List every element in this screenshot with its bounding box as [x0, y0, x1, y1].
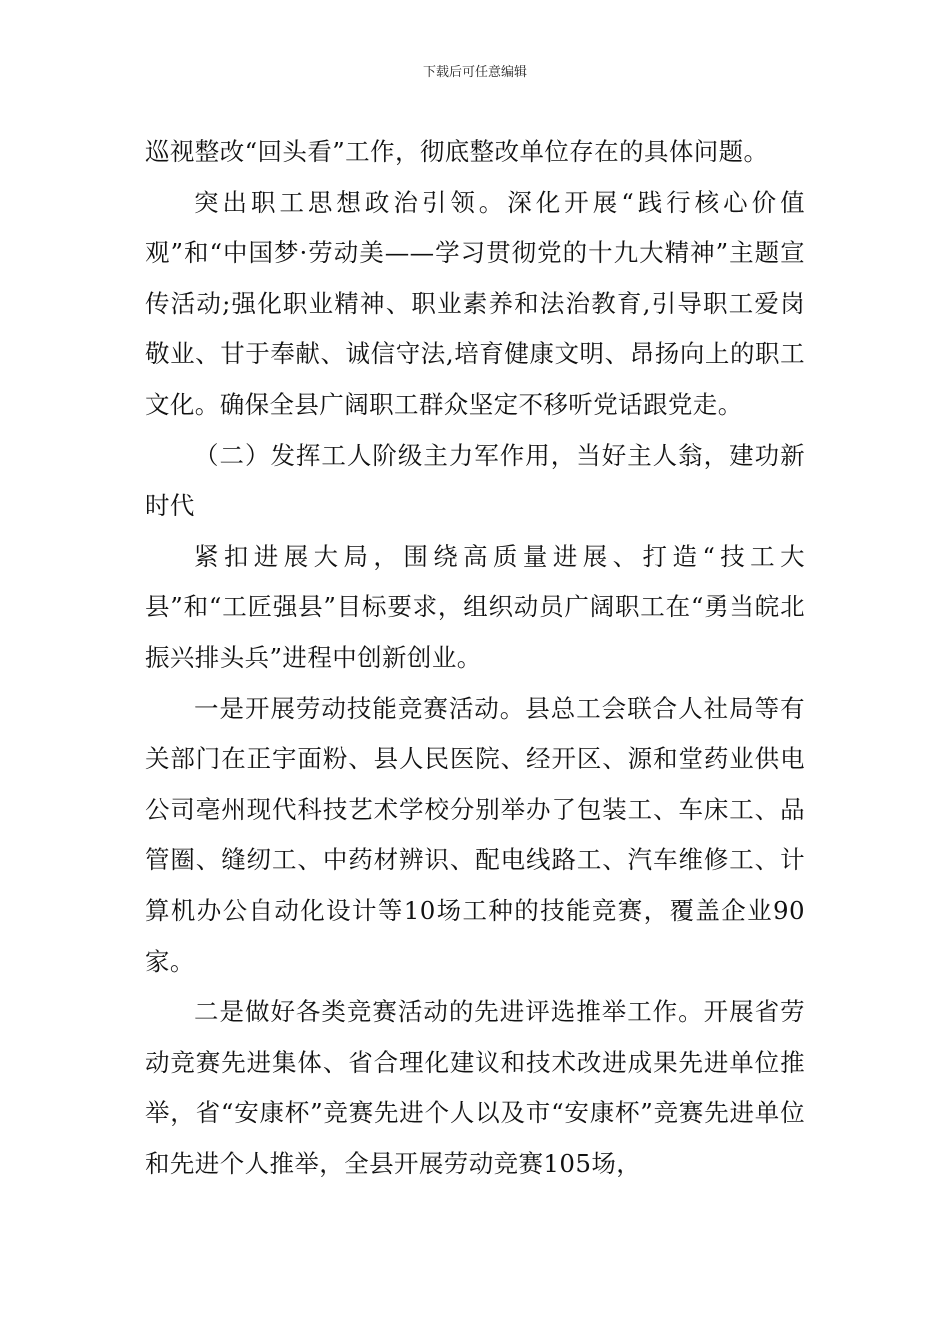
document-body — [145, 127, 805, 1189]
paragraph-2: 突出职工思想政治引领。深化开展“践行核心价值观”和“中国梦·劳动美——学习贯彻党的十九大精神”主题宣传活动;强化职业精神、职业素养和法治教育,引导职工爱岗敬业、甘于奉献、诚信守法,培育健康文明、昂扬向上的职工文化。确保全县广阔职工群众坚定不移听党话跟党走。 — [145, 187, 805, 419]
paragraph-4: 紧扣进展大局，围绕高质量进展、打造“技工大县”和“工匠强县”目标要求，组织动员广阔职工在“勇当皖北振兴排头兵”进程中创新创业。 — [145, 541, 805, 672]
paragraph-5: 一是开展劳动技能竞赛活动。县总工会联合人社局等有关部门在正宇面粉、县人民医院、经开区、源和堂药业供电公司亳州现代科技艺术学校分别举办了包装工、车床工、品管圈、缝纫工、中药材辨识、配电线路工、汽车维修工、计算机办公自动化设计等10场工种的技能竞赛，覆盖企业90家。 — [145, 693, 805, 976]
paragraph-6: 二是做好各类竞赛活动的先进评选推举工作。开展省劳动竞赛先进集体、省合理化建议和技术改进成果先进单位推举，省“安康杯”竞赛先进个人以及市“安康杯”竞赛先进单位和先进个人推举，全县开展劳动竞赛105场， — [145, 997, 805, 1178]
section-heading-2: （二）发挥工人阶级主力军作用，当好主人翁，建功新时代 — [145, 440, 805, 521]
paragraph-1: 巡视整改“回头看”工作，彻底整改单位存在的具体问题。 — [145, 137, 769, 166]
page-header-note: 下载后可任意编辑 — [422, 65, 527, 80]
